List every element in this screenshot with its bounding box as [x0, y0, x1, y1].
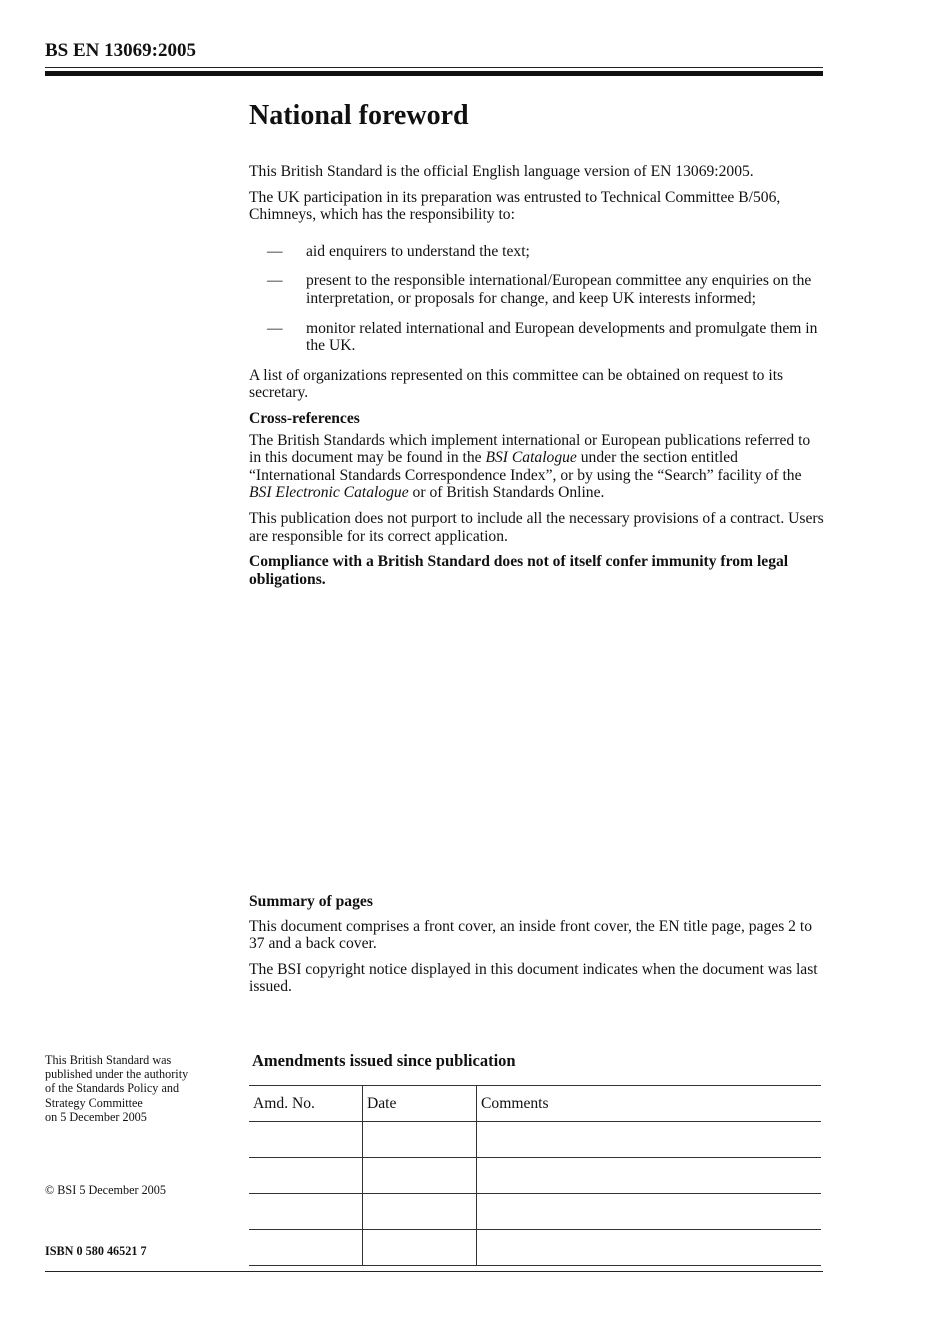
foreword-body [249, 163, 824, 596]
paragraph-compliance: Compliance with a British Standard does not of itself confer immunity from legal obligations. [249, 553, 789, 588]
table-cell [249, 1194, 363, 1230]
responsibility-list [249, 243, 824, 355]
bsi-catalogue-title: BSI Catalogue [485, 449, 577, 467]
summary-of-pages [249, 893, 824, 1004]
table-row [249, 1122, 821, 1158]
table-cell [249, 1122, 363, 1158]
amendments-title: Amendments issued since publication [252, 1051, 516, 1070]
list-item [249, 320, 824, 355]
table-cell [363, 1122, 477, 1158]
paragraph-organizations: A list of organizations represented on this committee can be obtained on request to its secretary. [249, 366, 784, 402]
list-item [249, 272, 824, 307]
dash-bullet: — [267, 319, 283, 337]
summary-heading: Summary of pages [249, 893, 373, 910]
crossref-text: under the section entitled “International Standards Correspondence Index”, or by using the “Search” facility of the [249, 449, 802, 484]
table-row [249, 1194, 821, 1230]
paragraph-contract-provisions: This publication does not purport to include all the necessary provisions of a contract. Users are responsible for its correct application. [249, 509, 824, 545]
table-row [249, 1230, 821, 1266]
column-header-date: Date [363, 1086, 477, 1122]
authority-line: Strategy Committee [45, 1095, 143, 1110]
crossref-text: The British Standards which implement international or European publications referred to in this document may be found in the [249, 431, 811, 467]
table-cell [477, 1158, 822, 1194]
list-item [249, 243, 824, 261]
list-item-text: present to the responsible international/European committee any enquiries on the interpretation, or proposals for change, and keep UK interests informed; [306, 272, 812, 307]
cross-references-heading: Cross-references [249, 409, 360, 427]
paragraph-cross-references [249, 432, 824, 502]
copyright-line: © BSI 5 December 2005 [45, 1183, 166, 1197]
paragraph-committee: The UK participation in its preparation was entrusted to Technical Committee B/506, Chimneys, which has the responsibility to: [249, 188, 781, 224]
table-cell [477, 1122, 822, 1158]
table-cell [477, 1230, 822, 1266]
header-rule-thin [45, 67, 823, 68]
header-rule-thick [45, 71, 823, 76]
table-cell [249, 1230, 363, 1266]
dash-bullet: — [267, 272, 283, 290]
list-item-text: monitor related international and European developments and promulgate them in the UK. [306, 319, 818, 355]
page-title: National foreword [249, 100, 469, 131]
table-cell [477, 1194, 822, 1230]
table-header-row [249, 1086, 821, 1122]
bsi-electronic-catalogue-title: BSI Electronic Catalogue [249, 484, 409, 502]
footer-rule [45, 1271, 823, 1272]
authority-line: of the Standards Policy and [45, 1081, 180, 1096]
list-item-text: aid enquirers to understand the text; [306, 242, 530, 260]
column-header-comments: Comments [477, 1086, 822, 1122]
isbn: ISBN 0 580 46521 7 [45, 1244, 147, 1258]
table-cell [363, 1230, 477, 1266]
copyright-notice-paragraph: The BSI copyright notice displayed in this document indicates when the document was last issued. [249, 960, 818, 996]
amendments-table [249, 1085, 821, 1266]
column-header-amd-no: Amd. No. [249, 1086, 363, 1122]
crossref-text: or of British Standards Online. [408, 484, 605, 502]
dash-bullet: — [267, 242, 283, 260]
table-cell [363, 1158, 477, 1194]
authority-line: on 5 December 2005 [45, 1109, 147, 1124]
document-id: BS EN 13069:2005 [45, 40, 196, 61]
summary-paragraph: This document comprises a front cover, an inside front cover, the EN title page, pages 2 to 37 and a back cover. [249, 917, 812, 953]
paragraph-official-version: This British Standard is the official English language version of EN 13069:2005. [249, 163, 754, 180]
table-cell [249, 1158, 363, 1194]
table-row [249, 1158, 821, 1194]
authority-line: published under the authority [45, 1067, 189, 1082]
authority-note [45, 1053, 235, 1124]
table-cell [363, 1194, 477, 1230]
authority-line: This British Standard was [45, 1053, 172, 1067]
